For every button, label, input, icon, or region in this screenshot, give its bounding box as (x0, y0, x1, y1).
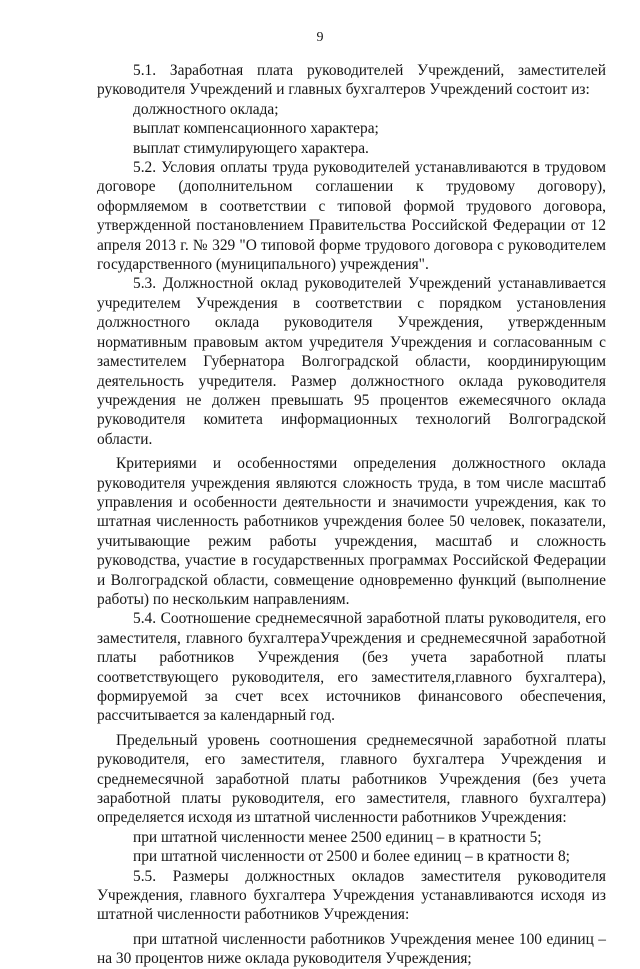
clause-5-5-item: при штатной численности работников Учреждения менее 100 единиц – на 30 процентов ниже оклада руководителя Учреждения; (97, 930, 606, 968)
clause-5-3: 5.3. Должностной оклад руководителей Учреждений устанавливается учредителем Учреждения в соответствии с порядком установления должностного оклада руководителя Учреждения, утвержденным нормативным правовым актом учредителя Учреждения и согласованным с заместителем Губернатора Волгоградской области, координирующим деятельность учредителя. Размер должностного оклада руководителя учреждения не должен превышать 95 процентов ежемесячного оклада руководителя комитета информационных технологий Волгоградской области. (97, 275, 606, 448)
clause-5-5: 5.5. Размеры должностных окладов заместителя руководителя Учреждения, главного бухгалтера Учреждения устанавливаются исходя из штатной численности работников Учреждения: (97, 867, 606, 924)
list-item: при штатной численности менее 2500 единиц – в кратности 5; (133, 828, 542, 846)
clause-5-3-criteria: Критериями и особенностями определения должностного оклада руководителя учреждения являются сложность труда, в том числе масштаб управления и особенности деятельности и значимости учреждения, как то штатная численность работников учреждения более 50 человек, показатели, учитывающие режим работы учреждения, масштаб и сложность руководства, участие в государственных программах Российской Федерации и Волгоградской области, совмещение одновременно функций (выполнение работы) по нескольким направлениям. (97, 455, 606, 608)
clause-5-4-limit: Предельный уровень соотношения среднемесячной заработной платы руководителя, его заместителя, главного бухгалтера Учреждения и среднемесячной заработной платы работников Учреждения (без учета заработной платы руководителя, его заместителя, главного бухгалтера) определяется исходя из штатной численности работников Учреждения: (97, 731, 606, 827)
list-item: выплат компенсационного характера; (133, 120, 379, 138)
page-number: 9 (316, 30, 324, 45)
clause-5-4: 5.4. Соотношение среднемесячной заработной платы руководителя, его заместителя, главного бухгалтераУчреждения и среднемесячной заработной платы работников Учреждения (без учета заработной платы соответствующего руководителя, его заместителя,главного бухгалтера), формируемой за счет всех источников финансового обеспечения, рассчитывается за календарный год. (97, 610, 606, 725)
list-item: при штатной численности от 2500 и более единиц – в кратности 8; (133, 848, 570, 866)
list-item: должностного оклада; (133, 100, 279, 118)
clause-5-2: 5.2. Условия оплаты труда руководителей устанавливаются в трудовом договоре (дополнительном соглашении к трудовому договору), оформляемом в соответствии с типовой формой трудового договора, утвержденной постановлением Правительства Российской Федерации от 12 апреля 2013 г. № 329 "О типовой форме трудового договора с руководителем государственного (муниципального) учреждения". (97, 159, 606, 274)
document-body (97, 61, 606, 969)
clause-5-1: 5.1. Заработная плата руководителей Учреждений, заместителей руководителя Учреждений и главных бухгалтеров Учреждений состоит из: (97, 62, 606, 99)
list-item: выплат стимулирующего характера. (133, 139, 369, 157)
